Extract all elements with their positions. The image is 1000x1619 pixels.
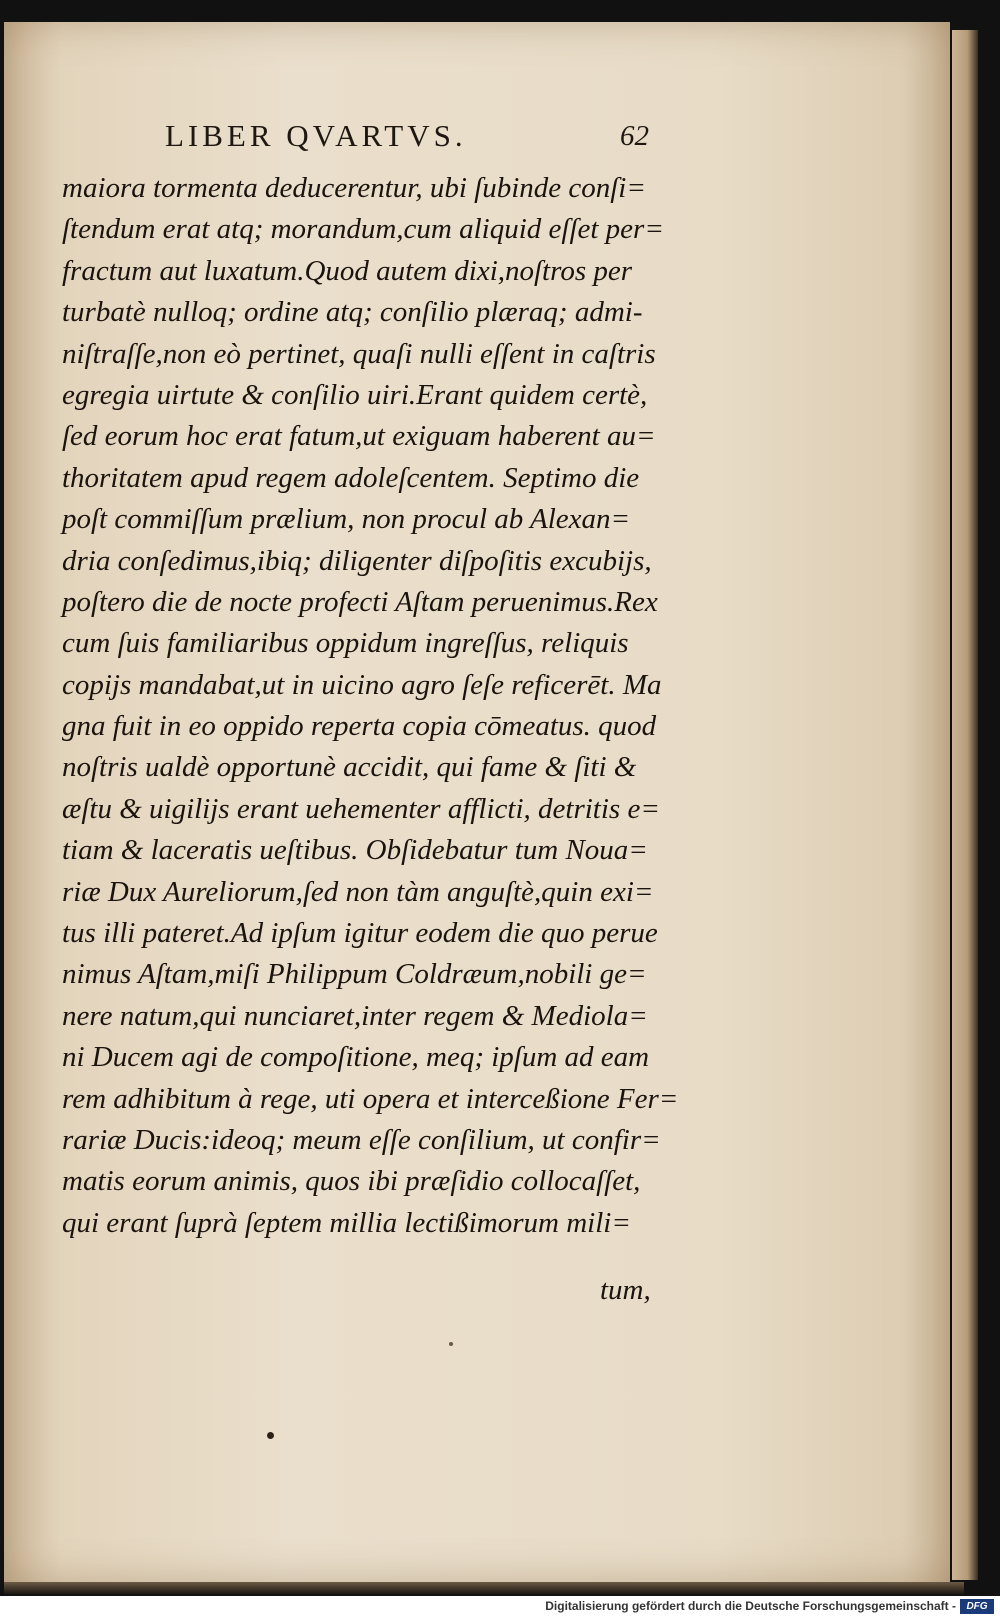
funding-credit: Digitalisierung gefördert durch die Deutsche Forschungsgemeinschaft - bbox=[545, 1599, 956, 1613]
text-line: matis eorum animis, quos ibi præſidio collocaſſet, bbox=[62, 1165, 641, 1198]
text-line: cum ſuis familiaribus oppidum ingreſſus, reliquis bbox=[62, 627, 629, 660]
book-bottom-edge bbox=[4, 1582, 964, 1594]
text-line: ſtendum erat atq; morandum,cum aliquid eſſet per= bbox=[62, 213, 664, 246]
text-line: poſt commiſſum prælium, non procul ab Alexan= bbox=[62, 503, 631, 536]
text-line: rariæ Ducis:ideoq; meum eſſe conſilium, ut confir= bbox=[62, 1123, 661, 1156]
text-line: nimus Aſtam,miſi Philippum Coldræum,nobili ge= bbox=[62, 958, 647, 991]
text-line: ſed eorum hoc erat fatum,ut exiguam haberent au= bbox=[62, 420, 656, 453]
ink-speck bbox=[449, 1342, 453, 1346]
book-page bbox=[4, 22, 950, 1582]
running-head-title: LIBER QVARTVS. bbox=[165, 118, 467, 153]
text-line: rem adhibitum à rege, uti opera et interceßione Fer= bbox=[62, 1082, 679, 1115]
running-head bbox=[165, 118, 685, 158]
dfg-logo-icon: DFG bbox=[960, 1599, 994, 1614]
text-line: tiam & laceratis ueſtibus. Obſidebatur tum Noua= bbox=[62, 834, 648, 867]
text-line: nere natum,qui nunciaret,inter regem & Mediola= bbox=[62, 999, 648, 1032]
body-text bbox=[62, 168, 722, 1244]
ink-speck bbox=[267, 1432, 274, 1439]
text-line: æſtu & uigilijs erant uehementer afflicti, detritis e= bbox=[62, 792, 660, 825]
footer-bar bbox=[0, 1596, 1000, 1619]
text-line: poſtero die de nocte profecti Aſtam peruenimus.Rex bbox=[62, 585, 658, 618]
text-line: qui erant ſuprà ſeptem millia lectißimorum mili= bbox=[62, 1206, 631, 1239]
page-number: 62 bbox=[620, 120, 649, 152]
page-edge bbox=[952, 30, 978, 1580]
catchword: tum, bbox=[600, 1274, 651, 1306]
text-line: tus illi pateret.Ad ipſum igitur eodem die quo perue bbox=[62, 917, 658, 950]
text-line: fractum aut luxatum.Quod autem dixi,noſtros per bbox=[62, 254, 633, 287]
text-line: dria conſedimus,ibiq; diligenter diſpoſitis excubijs, bbox=[62, 544, 652, 577]
text-line: thoritatem apud regem adoleſcentem. Septimo die bbox=[62, 461, 640, 494]
text-line: noſtris ualdè opportunè accidit, qui fame & ſiti & bbox=[62, 751, 637, 784]
text-line: egregia uirtute & conſilio uiri.Erant quidem certè, bbox=[62, 378, 648, 411]
text-line: niſtraſſe,non eò pertinet, quaſi nulli eſſent in caſtris bbox=[62, 337, 656, 370]
text-line: gna fuit in eo oppido reperta copia cōmeatus. quod bbox=[62, 710, 657, 743]
text-line: riæ Dux Aureliorum,ſed non tàm anguſtè,quin exi= bbox=[62, 875, 654, 908]
text-line: turbatè nulloq; ordine atq; conſilio plæraq; admi- bbox=[62, 296, 643, 329]
text-line: copijs mandabat,ut in uicino agro ſeſe reficerēt. Ma bbox=[62, 668, 662, 701]
text-line: maiora tormenta deducerentur, ubi ſubinde conſi= bbox=[62, 172, 646, 204]
text-line: ni Ducem agi de compoſitione, meq; ipſum ad eam bbox=[62, 1041, 650, 1074]
